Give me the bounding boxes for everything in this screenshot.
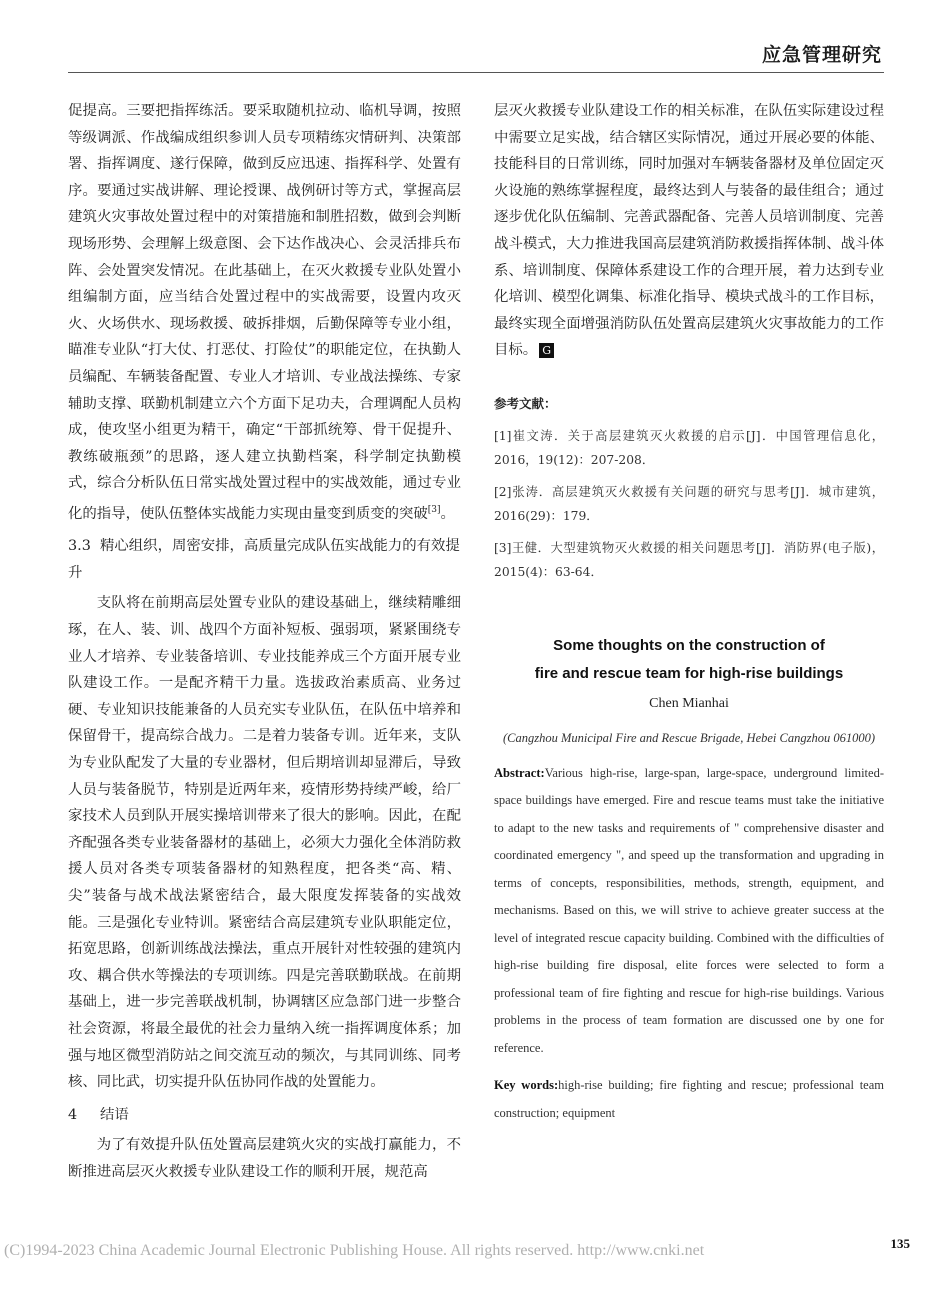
- english-abstract: Abstract:Various high-rise, large-span, large-space, underground limited-space buildings have emerged. Fire and rescue teams must take the initiative to adapt to the new tasks and requirements of " comprehensive disaster and coordinated emergency ", and speed up the transformation and upgrading in terms of concepts, responsibilities, methods, strength, equipment, and mechanisms. Based on this, we will strive to achieve greater success at the level of integrated rescue capacity building. Combined with the difficulties of high-rise building fire disposal, elite forces were selected to form a professional team of fire fighting and rescue for high-rise buildings. Various problems in the process of team formation are discussed one by one for reference.: [494, 765, 884, 1055]
- article-end-icon: G: [539, 343, 554, 358]
- english-title: Some thoughts on the construction of fire and rescue team for high-rise buildings: [534, 636, 844, 682]
- reference-item: [2]张涛．高层建筑灭火救援有关问题的研究与思考[J]．城市建筑，2016(29)：179．: [494, 484, 884, 523]
- copyright-watermark: (C)1994-2023 China Academic Journal Electronic Publishing House. All rights reserved. http://www.cnki.net: [4, 1242, 705, 1259]
- journal-section-title: 应急管理研究: [761, 44, 882, 66]
- left-paragraph-1: 促提高。三要把指挥练活。要采取随机拉动、临机导调，按照等级调派、作战编成组织参训人员专项精练灾情研判、决策部署、指挥调度、遂行保障，做到反应迅速、指挥科学、处置有序。要通过实战讲解、理论授课、战例研讨等方式，掌握高层建筑火灾事故处置过程中的对策措施和制胜招数，做到会判断现场形势、会理解上级意图、会下达作战决心、会灵活排兵布阵、会处置突发情况。在此基础上，在灭火救援专业队处置小组编制方面，应当结合处置过程中的实战需要，设置内攻灭火、火场供水、现场救援、破拆排烟，后勤保障等专业小组，瞄准专业队“打大仗、打恶仗、打险仗”的职能定位，在执勤人员编配、车辆装备配置、专业人才培训、专业战法操练、专家辅助支撑、联勤机制建立六个方面下足功夫，合理调配人员构成，使攻坚小组更为精干，确定“干部抓统筹、骨干促提升、教练破瓶颈”的思路，逐人建立执勤档案，科学制定执勤模式，综合分析队伍日常实战处置过程中的实战效能，通过专业化的指导，使队伍整体实战能力实现由量变到质变的突破[3]。: [68, 103, 461, 522]
- english-affiliation: (Cangzhou Municipal Fire and Rescue Brigade, Hebei Cangzhou 061000): [502, 730, 876, 745]
- section-heading-3-3: 3.3 精心组织，周密安排，高质量完成队伍实战能力的有效提升: [68, 538, 460, 581]
- reference-item: [1]崔文涛．关于高层建筑灭火救援的启示[J]．中国管理信息化，2016，19(12)：207-208．: [494, 428, 884, 467]
- right-column: [494, 98, 884, 1127]
- reference-item: [3]王健．大型建筑物灭火救援的相关问题思考[J]．消防界(电子版)，2015(4)：63-64．: [494, 540, 884, 579]
- english-keywords: Key words:high-rise building; fire fighting and rescue; professional team construction; equipment: [494, 1078, 884, 1120]
- left-paragraph-3: 为了有效提升队伍处置高层建筑火灾的实战打赢能力，不断推进高层灭火救援专业队建设工作的顺利开展，规范高: [68, 1137, 461, 1180]
- references-title: 参考文献：: [494, 395, 557, 411]
- left-column: [68, 98, 461, 1186]
- page-number: 135: [890, 1236, 910, 1251]
- citation-3[interactable]: [3]: [427, 504, 441, 515]
- section-heading-4: 4 结语: [68, 1106, 129, 1123]
- header-divider: [68, 72, 884, 73]
- english-author: Chen Mianhai: [649, 695, 729, 711]
- right-paragraph-1: 层灭火救援专业队建设工作的相关标准，在队伍实际建设过程中需要立足实战，结合辖区实际情况，通过开展必要的体能、技能科目的日常训练，同时加强对车辆装备器材及单位固定灭火设施的熟练掌握程度，最终达到人与装备的最佳组合；通过逐步优化队伍编制、完善武器配备、完善人员培训制度、完善战斗模式，大力推进我国高层建筑消防救援指挥体制、战斗体系、培训制度、保障体系建设工作的合理开展，着力达到专业化培训、模型化调集、标准化指导、模块式战斗的工作目标，最终实现全面增强消防队伍处置高层建筑火灾事故能力的工作目标。 G: [494, 103, 884, 359]
- left-paragraph-2: 支队将在前期高层处置专业队的建设基础上，继续精雕细琢，在人、装、训、战四个方面补短板、强弱项，紧紧围绕专业人才培养、专业装备培训、专业技能养成三个方面开展专业队建设工作。一是配齐精干力量。选拔政治素质高、业务过硬、专业知识技能兼备的人员充实专业队伍，在队伍中培养和保留骨干，提高综合战力。二是着力装备专训。近年来，支队为专业队配发了大量的专业器材，但后期培训却显滞后，导致人员与装备脱节，特别是近两年来，疫情形势持续严峻，给厂家技术人员到队开展实操培训带来了很大的影响。因此，在配齐配强各类专业装备器材的基础上，必须大力强化全体消防救援人员对各类专项装备器材的知熟程度，把各类“高、精、尖”装备与战术战法紧密结合，最大限度发挥装备的实战效能。三是强化专业特训。紧密结合高层建筑专业队职能定位，拓宽思路，创新训练战法操法，重点开展针对性较强的建筑内攻、耦合供水等操法的专项训练。四是完善联勤联战。在前期基础上，进一步完善联战机制，协调辖区应急部门进一步整合社会资源，将最全最优的社会力量纳入统一指挥调度体系；加强与地区微型消防站之间交流互动的频次，与其同训练、同考核、同比武，切实提升队伍协同作战的处置能力。: [68, 595, 461, 1091]
